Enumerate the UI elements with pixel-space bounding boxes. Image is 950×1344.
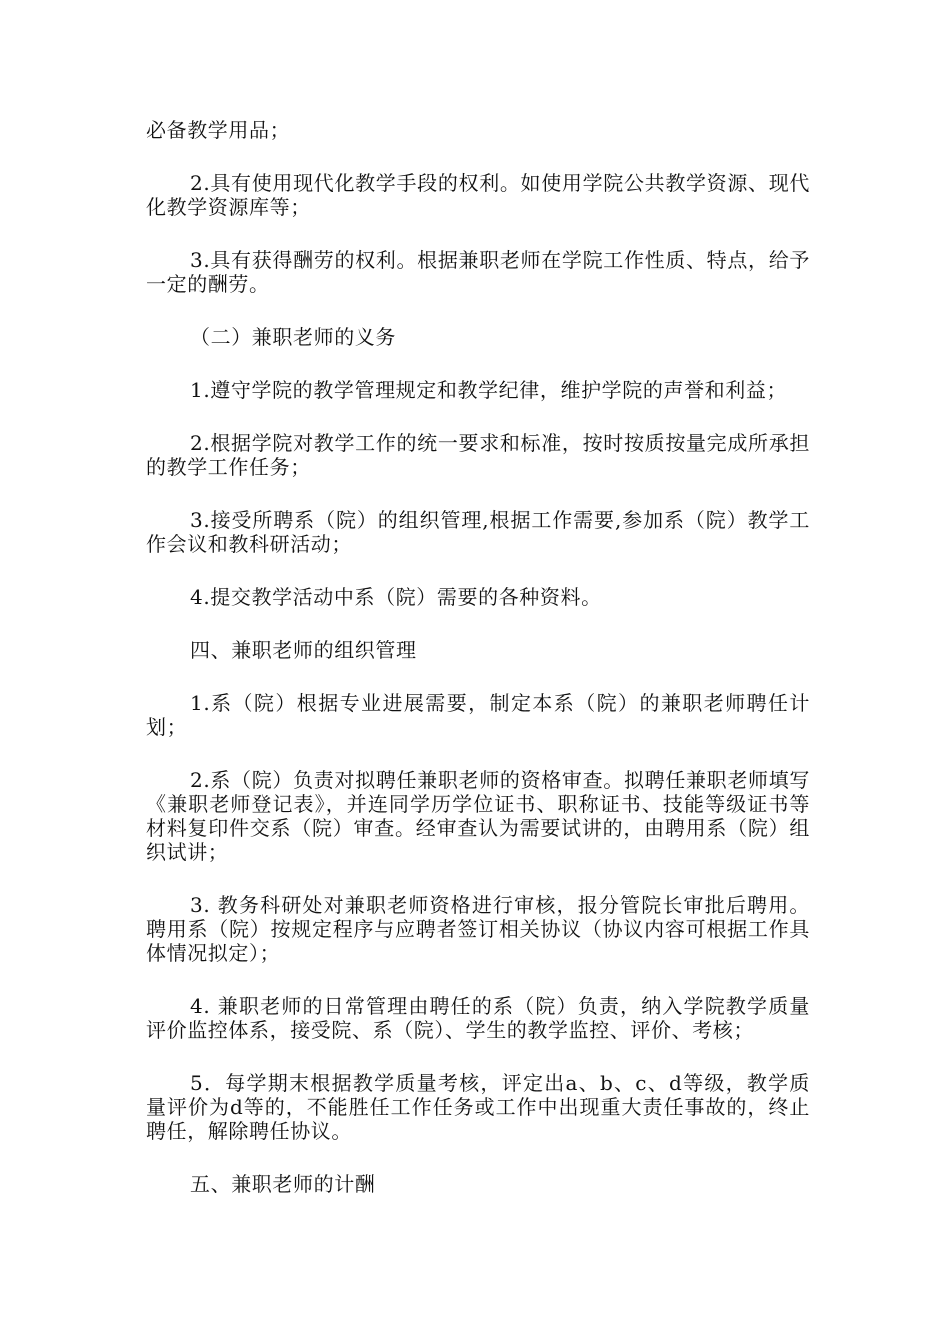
paragraph-continuation: 必备教学用品； — [146, 118, 291, 142]
paragraph-duty-2: 2.根据学院对教学工作的统一要求和标准，按时按质按量完成所承担的教学工作任务； — [146, 431, 810, 479]
paragraph-right-2: 2.具有使用现代化教学手段的权利。如使用学院公共教学资源、现代化教学资源库等； — [146, 171, 810, 219]
document-body — [146, 118, 810, 1225]
paragraph-management-4: 4. 兼职老师的日常管理由聘任的系（院）负责，纳入学院教学质量评价监控体系，接受院、系（院）、学生的教学监控、评价、考核； — [146, 994, 810, 1042]
paragraph-management-2: 2.系（院）负责对拟聘任兼职老师的资格审查。拟聘任兼职老师填写《兼职老师登记表》，并连同学历学位证书、职称证书、技能等级证书等材料复印件交系（院）审查。经审查认为需要试讲的，由聘用系（院）组织试讲； — [146, 768, 810, 864]
paragraph-management-5: 5．每学期末根据教学质量考核，评定出a、b、c、d等级，教学质量评价为d等的，不能胜任工作任务或工作中出现重大责任事故的，终止聘任，解除聘任协议。 — [146, 1071, 810, 1143]
paragraph-management-1: 1.系（院）根据专业进展需要，制定本系（院）的兼职老师聘任计划； — [146, 691, 810, 739]
section-heading-duties: （二）兼职老师的义务 — [190, 325, 396, 349]
paragraph-management-3: 3. 教务科研处对兼职老师资格进行审核，报分管院长审批后聘用。聘用系（院）按规定程序与应聘者签订相关协议（协议内容可根据工作具体情况拟定）； — [146, 893, 810, 965]
paragraph-right-3: 3.具有获得酬劳的权利。根据兼职老师在学院工作性质、特点，给予一定的酬劳。 — [146, 248, 810, 296]
paragraph-duty-1: 1.遵守学院的教学管理规定和教学纪律，维护学院的声誉和利益； — [190, 378, 788, 402]
section-heading-compensation: 五、兼职老师的计酬 — [190, 1172, 376, 1196]
paragraph-duty-4: 4.提交教学活动中系（院）需要的各种资料。 — [190, 585, 602, 609]
paragraph-duty-3: 3.接受所聘系（院）的组织管理,根据工作需要,参加系（院）教学工作会议和教科研活动； — [146, 508, 810, 556]
section-heading-management: 四、兼职老师的组织管理 — [190, 638, 417, 662]
